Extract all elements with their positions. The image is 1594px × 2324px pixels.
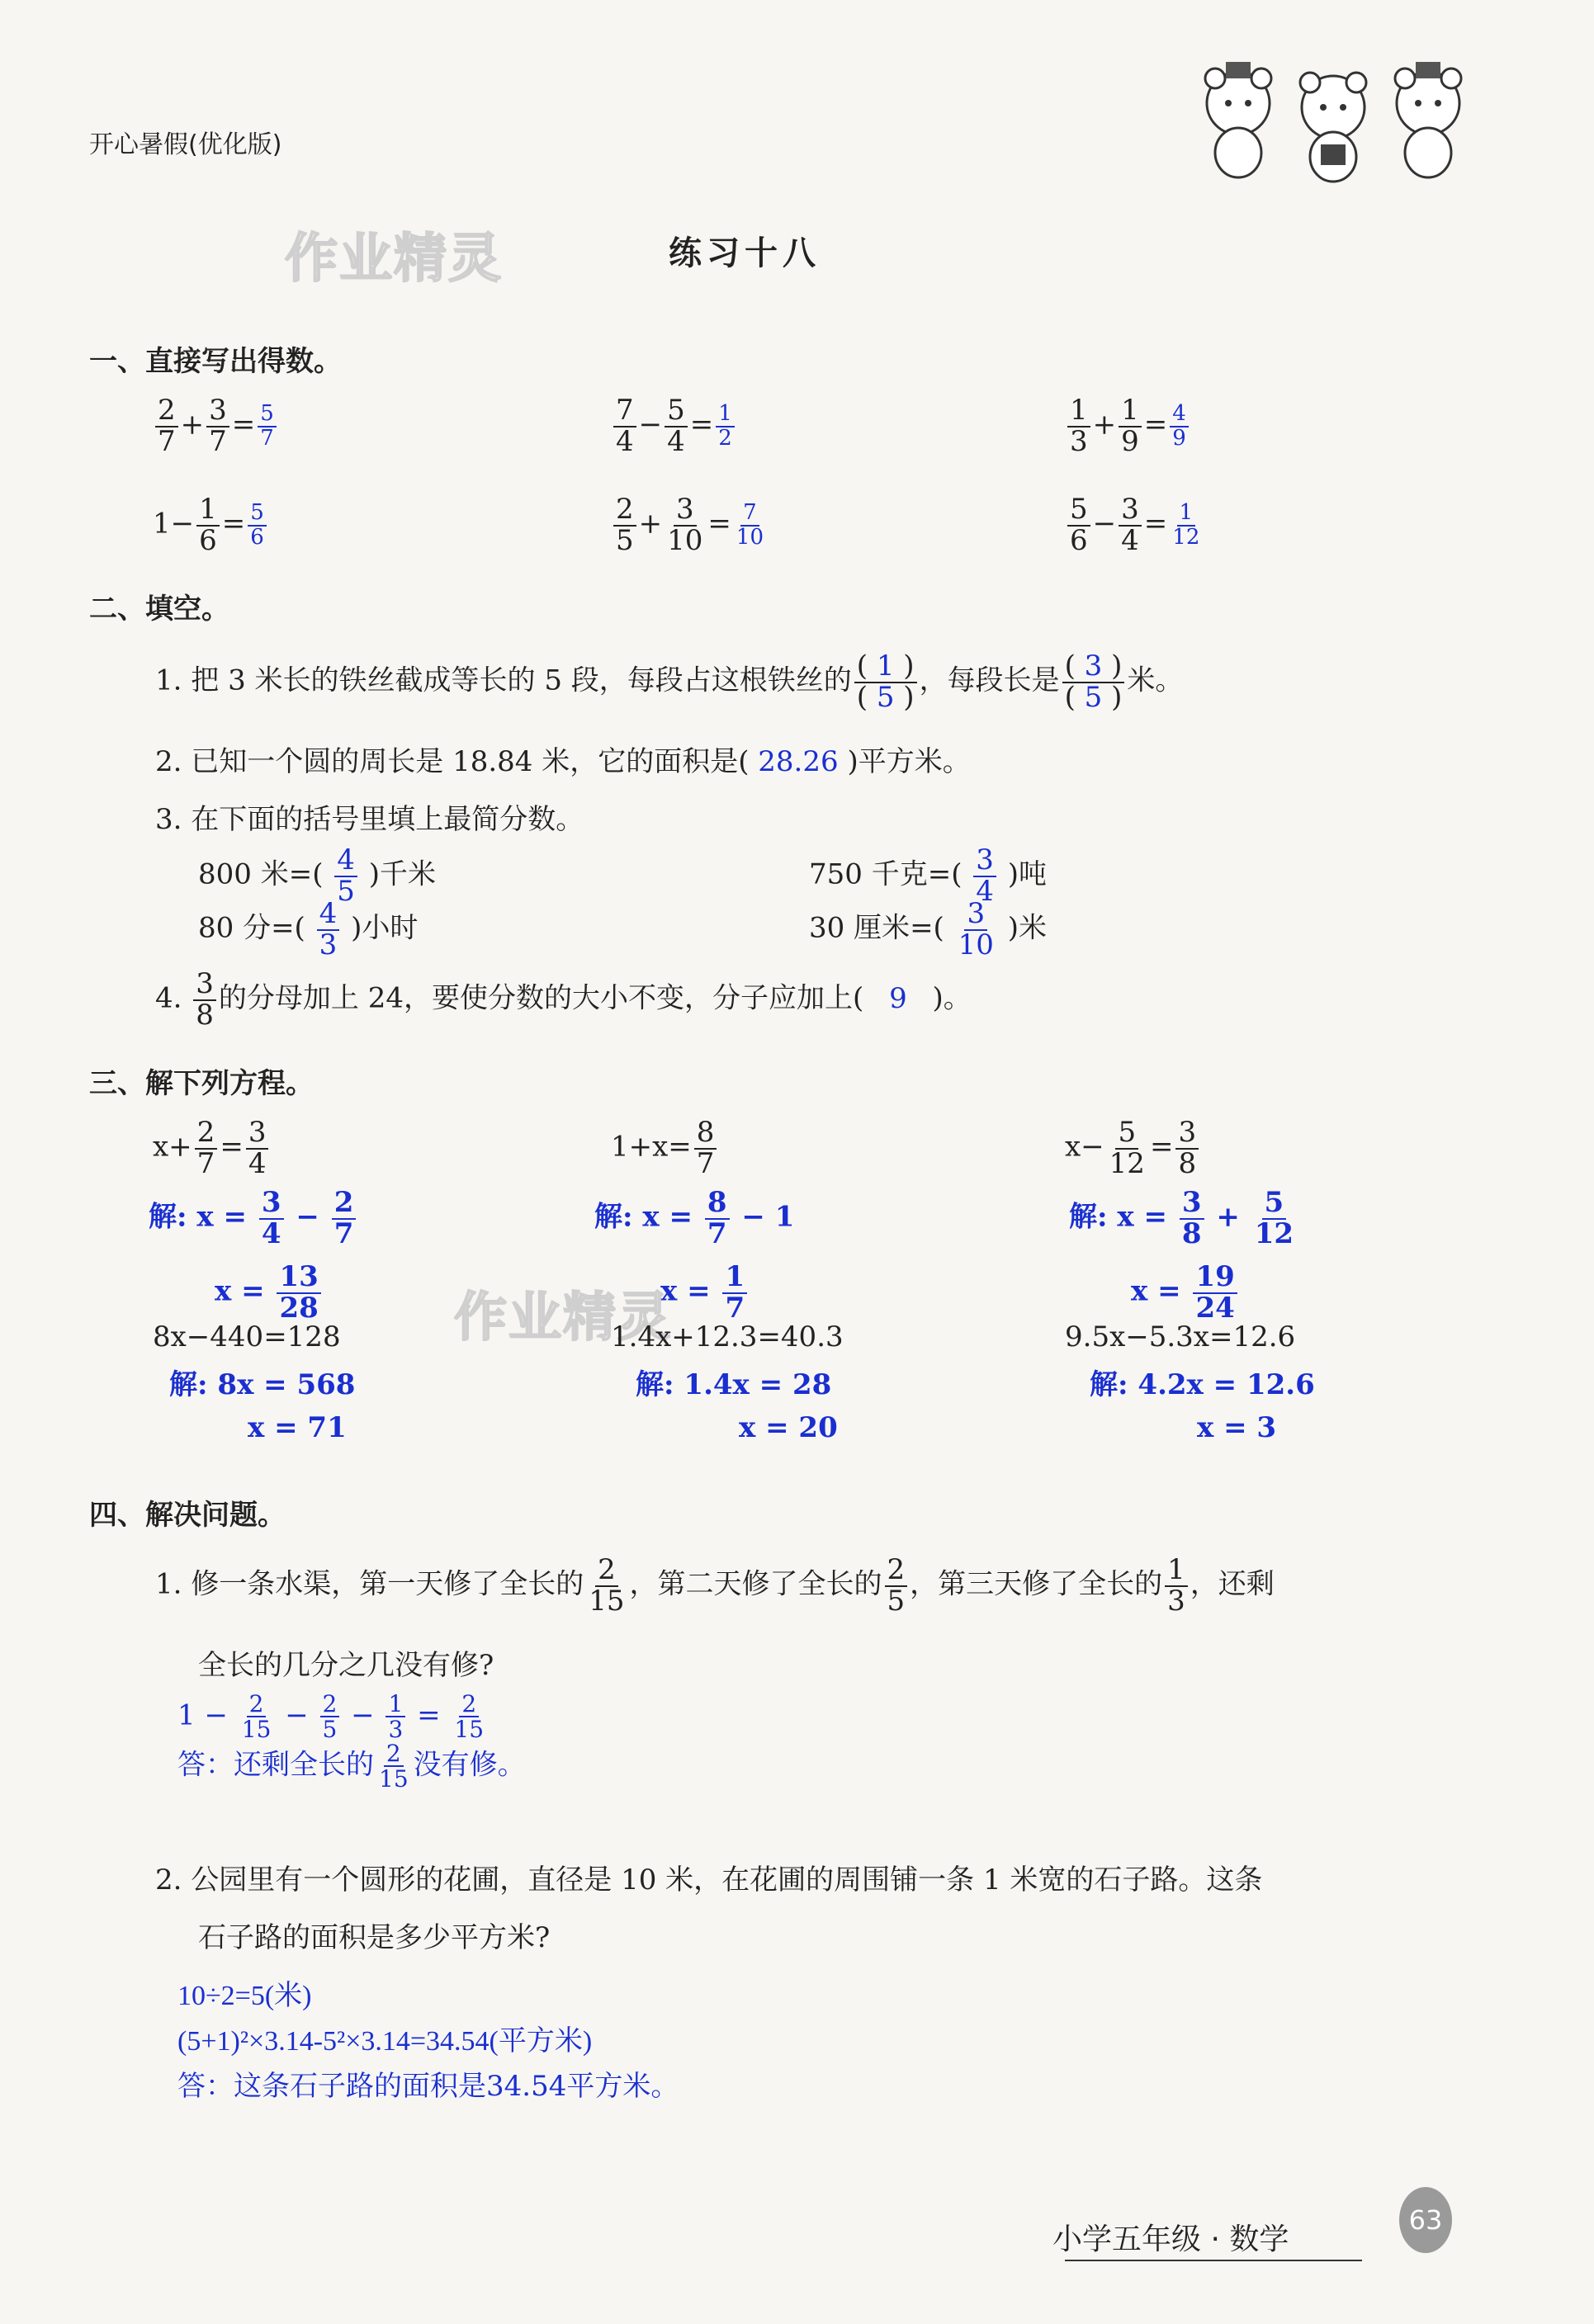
- s2-q3: 3. 在下面的括号里填上最简分数。: [155, 803, 584, 836]
- bear-mascots-illustration: [1189, 58, 1478, 194]
- s2-q3-item-1: 800 米=( $\frac{4}{5}$ )千米: [198, 843, 436, 908]
- s3-eq-3: x− $\frac{5}{12}$ = $\frac{3}{8}$: [1065, 1118, 1201, 1179]
- s4-p1-answer: 答：还剩全长的 $\frac{2}{15}$ 没有修。: [177, 1740, 526, 1793]
- s2-q2: 2. 已知一个圆的周长是 18.84 米，它的面积是( 28.26 )平方米。: [155, 745, 971, 778]
- s4-p2-calc1: 10÷2=5(米): [177, 1981, 312, 2011]
- s3-eq-3-step2: x = $\frac{19}{24}$: [1131, 1263, 1240, 1323]
- s3-eq-1-step2: x = $\frac{13}{28}$: [215, 1263, 324, 1323]
- s4-p2-calc2: (5+1)²×3.14-5²×3.14=34.54(平方米): [177, 2026, 593, 2057]
- s3-eq-1: x+ $\frac{2}{7}$ = $\frac{3}{4}$: [153, 1118, 271, 1179]
- footer-rule: [1065, 2260, 1362, 2261]
- watermark-2: 作业精灵: [454, 1287, 672, 1349]
- s4-p2: 2. 公园里有一个圆形的花圃，直径是 10 米，在花圃的周围铺一条 1 米宽的石子路。这条: [155, 1863, 1263, 1897]
- section4-title: 四、解决问题。: [89, 1499, 286, 1532]
- s2-q3-item-3: 80 分=( $\frac{4}{3}$ )小时: [198, 897, 419, 961]
- s3-eq-1-step1: 解: x = $\frac{3}{4}$ − $\frac{2}{7}$: [149, 1188, 358, 1249]
- s4-p1: 1. 修一条水渠，第一天修了全长的 $\frac{2}{15}$ ，第二天修了全长的 $\frac{2}{5}$ ，第三天修了全长的 $\frac{1}{3}$ ，还剩: [155, 1553, 1275, 1618]
- s3-eq-2-step1: 解: x = $\frac{8}{7}$ − 1: [594, 1186, 795, 1250]
- s2-q4: 4. $\frac{3}{8}$ 的分母加上 24，要使分数的大小不变，分子应加上( 9 )。: [155, 967, 972, 1032]
- s1-item-4: 1− $\frac{1}{6}$ = $\frac{5}{6}$: [153, 495, 269, 555]
- s3-eq-5: 1.4x+12.3=40.3: [611, 1320, 844, 1353]
- s3-eq-6: 9.5x−5.3x=12.6: [1065, 1320, 1296, 1353]
- footer-subject: 小学五年级 · 数学: [1052, 2222, 1289, 2256]
- section2-title: 二、填空。: [89, 593, 229, 626]
- s4-p1-calc: 1 − $\frac{2}{15}$ − $\frac{2}{5}$ − $\frac{1}{3}$ = $\frac{2}{15}$: [177, 1690, 485, 1744]
- s1-item-2: $\frac{7}{4}$ − $\frac{5}{4}$ = $\frac{1}{2}$: [611, 396, 737, 456]
- s3-eq-5-step1: 解: 1.4x = 28: [636, 1368, 832, 1401]
- section1-title: 一、直接写出得数。: [89, 345, 342, 378]
- s3-eq-2: 1+x= $\frac{8}{7}$: [611, 1118, 719, 1179]
- s3-eq-4-step1: 解: 8x = 568: [169, 1368, 356, 1401]
- s3-eq-5-step2: x = 20: [739, 1411, 838, 1444]
- s2-q1: 1. 把 3 米长的铁丝截成等长的 5 段，每段占这根铁丝的 $\frac{( 1 )}{( 5 )}$ ，每段长是 $\frac{( 3 )}{( 5 )}$ 米。: [155, 649, 1184, 714]
- s3-eq-6-step2: x = 3: [1197, 1411, 1277, 1444]
- s1-item-3: $\frac{1}{3}$ + $\frac{1}{9}$ = $\frac{4}{9}$: [1065, 396, 1191, 456]
- watermark: 作业精灵: [285, 229, 503, 290]
- s3-eq-4-step2: x = 71: [248, 1411, 347, 1444]
- s1-item-1: $\frac{2}{7}$ + $\frac{3}{7}$ = $\frac{5}{7}$: [153, 396, 279, 456]
- s3-eq-4: 8x−440=128: [153, 1320, 341, 1353]
- section3-title: 三、解下列方程。: [89, 1067, 314, 1100]
- s2-q3-item-2: 750 千克=( $\frac{3}{4}$ )吨: [809, 843, 1047, 908]
- s1-item-6: $\frac{5}{6}$ − $\frac{3}{4}$ = $\frac{1}{12}$: [1065, 495, 1204, 555]
- s4-p2-answer: 答：这条石子路的面积是34.54平方米。: [177, 2070, 679, 2103]
- s3-eq-2-step2: x = $\frac{1}{7}$: [660, 1263, 750, 1323]
- s3-eq-3-step1: 解: x = $\frac{3}{8}$ + $\frac{5}{12}$: [1069, 1186, 1294, 1250]
- page-number: 63: [1399, 2187, 1452, 2253]
- s4-p1-line2: 全长的几分之几没有修?: [198, 1649, 494, 1682]
- s1-item-5: $\frac{2}{5}$ + $\frac{3}{10}$ = $\frac{7}{10}$: [611, 495, 769, 555]
- book-title: 开心暑假(优化版): [89, 130, 282, 159]
- s2-q3-item-4: 30 厘米=( $\frac{3}{10}$ )米: [809, 897, 1047, 961]
- s3-eq-6-step1: 解: 4.2x = 12.6: [1090, 1368, 1315, 1401]
- exercise-title: 练习十八: [669, 234, 821, 272]
- s4-p2-line2: 石子路的面积是多少平方米?: [198, 1921, 551, 1954]
